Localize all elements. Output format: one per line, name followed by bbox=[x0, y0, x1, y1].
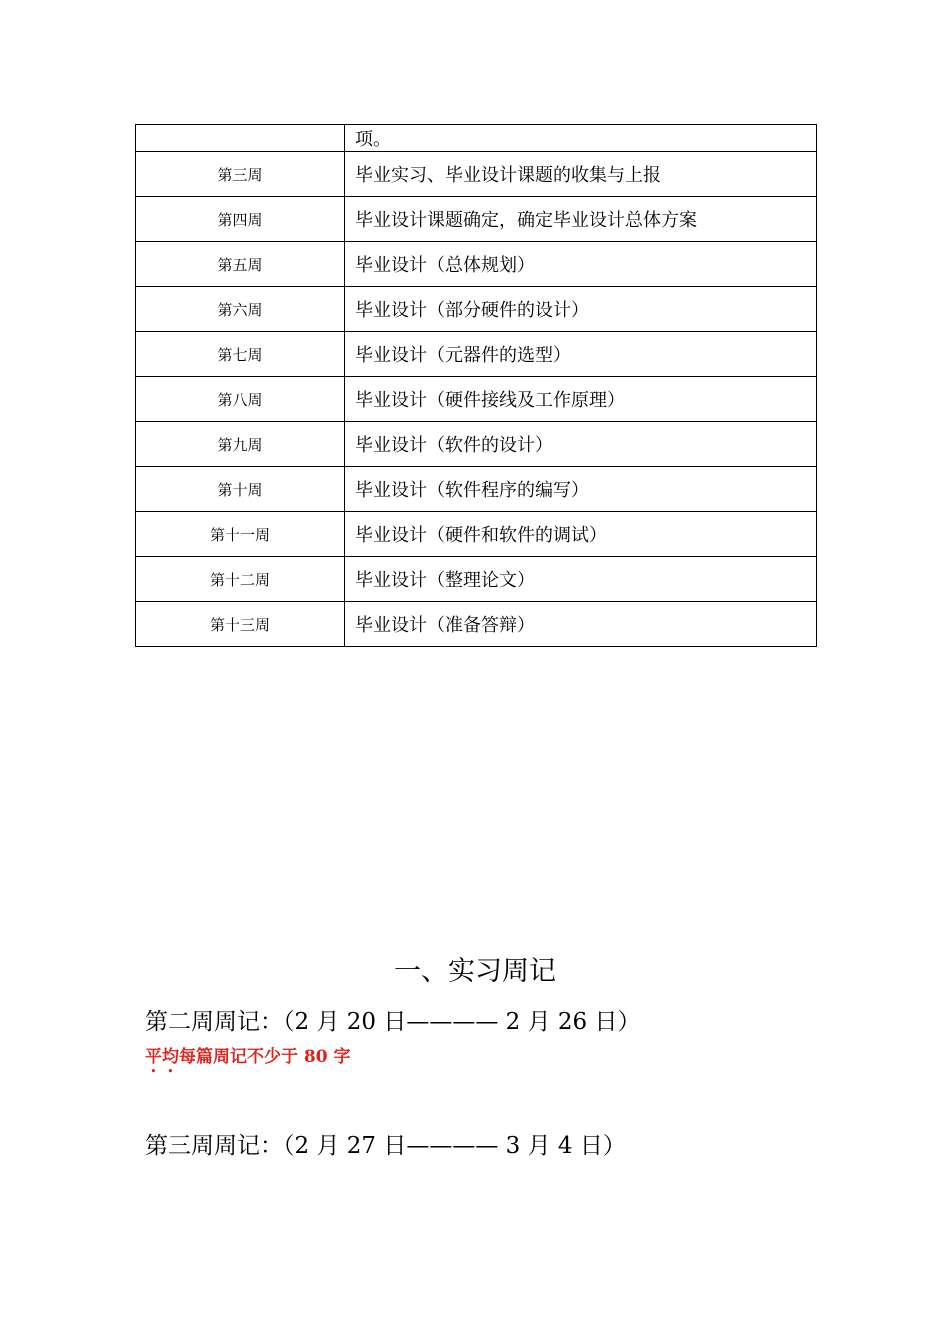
task-cell: 项。 bbox=[345, 125, 817, 152]
table-row bbox=[136, 557, 817, 602]
week-cell: 第三周 bbox=[136, 152, 345, 197]
task-cell: 毕业设计（软件程序的编写） bbox=[345, 467, 817, 512]
table-row bbox=[136, 602, 817, 647]
week-cell: 第九周 bbox=[136, 422, 345, 467]
week-cell: 第七周 bbox=[136, 332, 345, 377]
table-row bbox=[136, 377, 817, 422]
week-cell: 第十三周 bbox=[136, 602, 345, 647]
task-cell: 毕业设计（准备答辩） bbox=[345, 602, 817, 647]
table-row bbox=[136, 422, 817, 467]
table-row bbox=[136, 287, 817, 332]
schedule-table bbox=[135, 124, 817, 647]
week-cell: 第四周 bbox=[136, 197, 345, 242]
week-cell: 第十周 bbox=[136, 467, 345, 512]
task-cell: 毕业设计（总体规划） bbox=[345, 242, 817, 287]
week-cell: 第五周 bbox=[136, 242, 345, 287]
task-cell: 毕业设计课题确定，确定毕业设计总体方案 bbox=[345, 197, 817, 242]
journal-heading-week3 bbox=[145, 1130, 626, 1162]
table-row bbox=[136, 152, 817, 197]
journal-date-range: （2 月 20 日———— 2 月 26 日） bbox=[283, 1009, 641, 1035]
week-cell-empty bbox=[136, 125, 345, 152]
task-cell: 毕业设计（元器件的选型） bbox=[345, 332, 817, 377]
table-row bbox=[136, 197, 817, 242]
week-cell: 第十一周 bbox=[136, 512, 345, 557]
word-count-note bbox=[145, 1044, 351, 1077]
task-cell: 毕业设计（整理论文） bbox=[345, 557, 817, 602]
task-cell: 毕业实习、毕业设计课题的收集与上报 bbox=[345, 152, 817, 197]
table-row bbox=[136, 125, 817, 152]
table-row bbox=[136, 512, 817, 557]
task-cell: 毕业设计（软件的设计） bbox=[345, 422, 817, 467]
task-cell: 毕业设计（硬件和软件的调试） bbox=[345, 512, 817, 557]
section-title: 一、实习周记 bbox=[394, 956, 556, 987]
journal-heading-label: 第二周周记： bbox=[145, 1009, 283, 1035]
table-row bbox=[136, 467, 817, 512]
journal-heading-label: 第三周周记： bbox=[145, 1133, 283, 1159]
journal-heading-week2 bbox=[145, 1006, 640, 1038]
note-text: 每篇周记不少于 80 字 bbox=[179, 1047, 351, 1067]
table-row bbox=[136, 242, 817, 287]
journal-date-range: （2 月 27 日———— 3 月 4 日） bbox=[283, 1133, 626, 1159]
task-cell: 毕业设计（部分硬件的设计） bbox=[345, 287, 817, 332]
week-cell: 第八周 bbox=[136, 377, 345, 422]
table-row bbox=[136, 332, 817, 377]
note-emphasized-text: 平均 bbox=[145, 1047, 179, 1067]
task-cell: 毕业设计（硬件接线及工作原理） bbox=[345, 377, 817, 422]
week-cell: 第六周 bbox=[136, 287, 345, 332]
week-cell: 第十二周 bbox=[136, 557, 345, 602]
